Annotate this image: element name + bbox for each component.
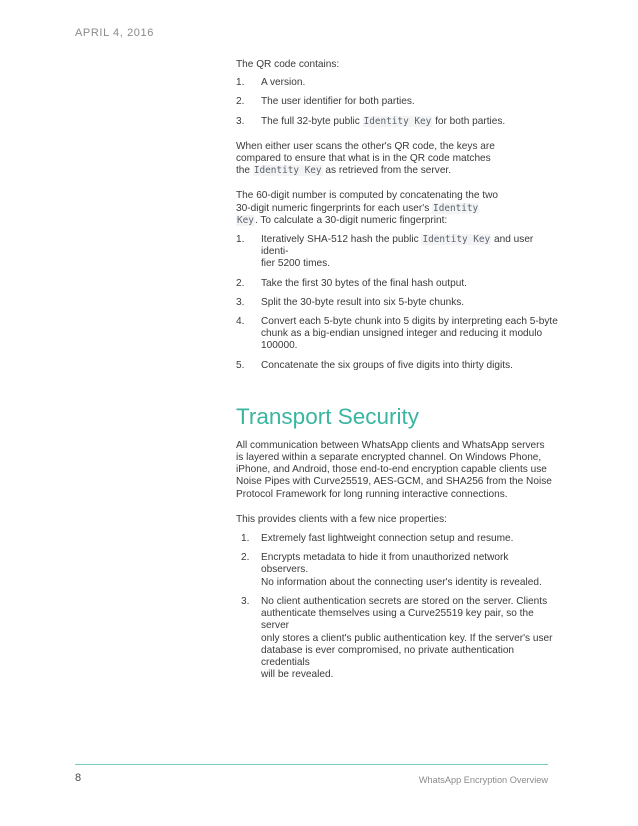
transport-paragraph: All communication between WhatsApp clients and WhatsApp servers is layered within a separate encrypted channel. On Windows Phone, iPhone, and Android, those end-to-end encryption capable clients use Noise Pipes with Curve25519, AES-GCM, and SHA256 from the Noise Protocol Framework for long running interactive connections. [236,439,552,500]
list-item: 3. No client authentication secrets are stored on the server. Clients authenticate themselves using a Curve25519 key pair, so the server only stores a client's public authentication key. If the server's user database is ever compromised, no private authentication credentials will be revealed. [241,595,553,681]
properties-intro: This provides clients with a few nice properties: [236,513,447,525]
list-item: 2. The user identifier for both parties. [236,96,415,108]
list-item: 3. Split the 30-byte result into six 5-byte chunks. [236,296,465,308]
list-item: 1. A version. [236,77,306,89]
list-item: 2. Take the first 30 bytes of the final hash output. [236,277,467,289]
identity-key-code: Identity [433,202,479,214]
qr-contents-list [236,77,558,128]
list-item: 2. Encrypts metadata to hide it from unauthorized network observers. No information about the connecting user's identity is revealed. [241,552,542,588]
identity-key-code: Identity Key [422,234,491,246]
digits-paragraph: The 60-digit number is computed by concatenating the two 30-digit numeric fingerprints for each user's Identity Key. To calculate a 30-digit numeric fingerprint: [236,190,499,226]
list-item: 1. Iteratively SHA-512 hash the public Identity Key and user identi- fier 5200 times. [236,234,534,270]
identity-key-code: Identity Key [363,115,432,127]
footer-title: WhatsApp Encryption Overview [418,775,548,785]
section-heading: Transport Security [236,403,419,429]
list-item: 5. Concatenate the six groups of five digits into thirty digits. [236,359,513,371]
list-item: 3. The full 32-byte public Identity Key for both parties. [236,115,506,127]
page-number: 8 [75,772,82,784]
footer-divider [75,764,548,765]
qr-intro: The QR code contains: [236,59,340,70]
scan-paragraph: When either user scans the other's QR code, the keys are compared to ensure that what is in the QR code matches the Identity Key as retrieved from the server. [236,140,495,177]
list-item: 1. Extremely fast lightweight connection setup and resume. [241,533,514,545]
fingerprint-steps-list [236,234,558,372]
main-content [236,59,558,681]
identity-key-code: Key [237,214,254,226]
identity-key-code: Identity Key [253,165,322,177]
header-date: APRIL 4, 2016 [75,27,154,39]
list-item: 4. Convert each 5-byte chunk into 5 digits by interpreting each 5-byte chunk as a big-endian unsigned integer and reducing it modulo 100000. [236,316,558,352]
properties-list [236,533,558,681]
